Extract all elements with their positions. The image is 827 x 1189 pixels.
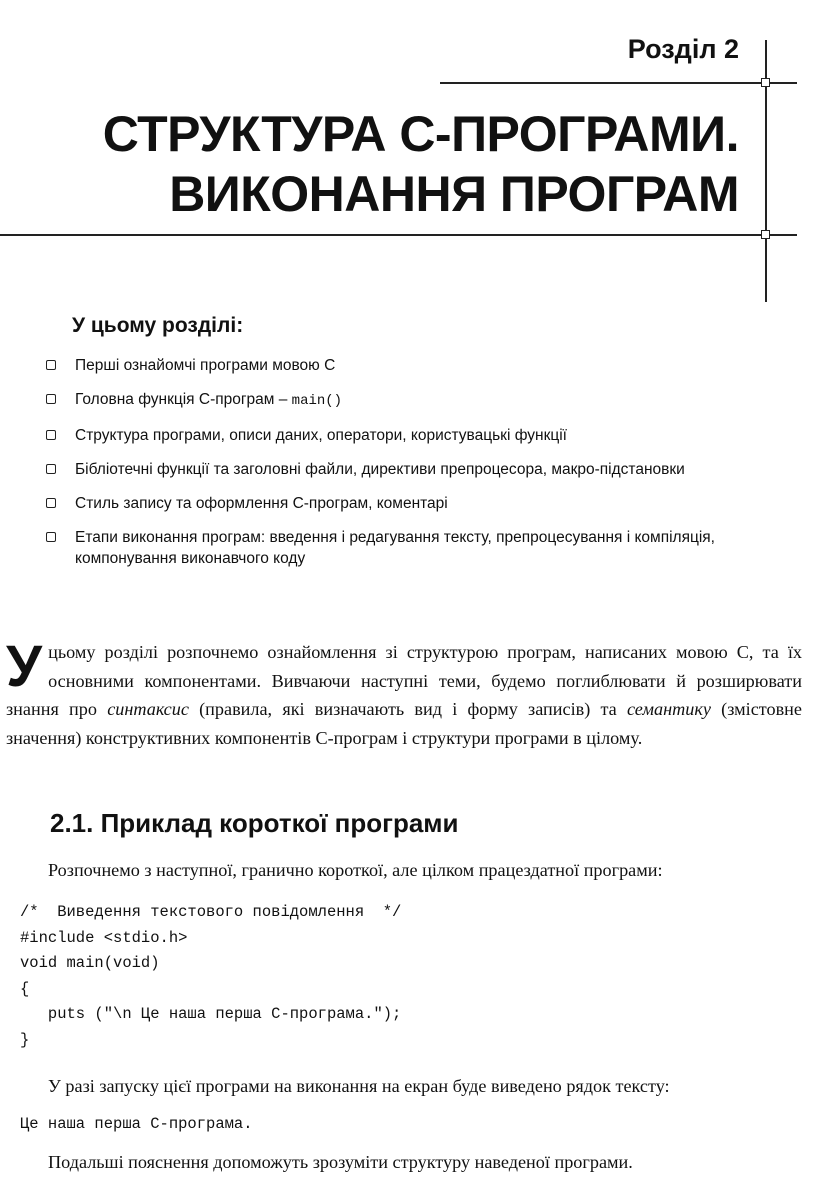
drop-cap: У <box>6 634 43 699</box>
topic-item: Етапи виконання програм: введення і редагування тексту, препроцесування і компіляція, компонування виконавчого коду <box>44 527 784 569</box>
topic-item: Стиль запису та оформлення С-програм, коментарі <box>44 493 784 514</box>
checkbox-bullet-icon <box>46 498 56 508</box>
in-chapter-heading: У цьому розділі: <box>72 314 244 337</box>
intro-paragraph: У цьому розділі розпочнемо ознайомлення зі структурою програм, написаних мовою С, та їх основними компонентами. Вивчаючи наступні теми, будемо поглиблювати й розширювати знання про синтаксис (правила, які визначають вид і форму записів) та семантику (змістовне значення) конструктивних компонентів С-програм і структури програми в цілому. <box>6 634 802 748</box>
chapter-title <box>103 104 739 224</box>
rule-node-top <box>761 78 770 87</box>
header-rule-top <box>440 82 797 84</box>
section-heading-2-1: 2.1. Приклад короткої програми <box>50 808 459 838</box>
paragraph-further-explanations: Подальші пояснення допоможуть зрозуміти структуру наведеної програми. <box>48 1152 633 1172</box>
checkbox-bullet-icon <box>46 532 56 542</box>
topic-item: Бібліотечні функції та заголовні файли, директиви препроцесора, макро-підстановки <box>44 459 784 480</box>
topic-list <box>44 355 784 582</box>
inline-code: main() <box>291 393 343 409</box>
checkbox-bullet-icon <box>46 394 56 404</box>
topic-item: Структура програми, описи даних, оператори, користувацькі функції <box>44 425 784 446</box>
rule-node-bottom <box>761 230 770 239</box>
paragraph-intro-program: Розпочнемо з наступної, гранично короткої, але цілком працездатної програми: <box>48 860 663 880</box>
chapter-label: Розділ 2 <box>627 34 739 64</box>
topic-item: Перші ознайомчі програми мовою С <box>44 355 784 376</box>
chapter-title-line-1: СТРУКТУРА С-ПРОГРАМИ. <box>102 106 739 162</box>
topic-item: Головна функція С-програм – main() <box>44 389 784 412</box>
checkbox-bullet-icon <box>46 360 56 370</box>
term-semantics: семантику <box>626 699 711 719</box>
term-syntax: синтаксис <box>107 699 189 719</box>
chapter-title-line-2: ВИКОНАННЯ ПРОГРАМ <box>169 166 739 222</box>
code-listing: /* Виведення текстового повідомлення */ #include <stdio.h> void main(void) { puts ("\n Це наша перша С-програма."); } <box>20 903 402 1049</box>
program-output: Це наша перша С-програма. <box>20 1115 253 1133</box>
checkbox-bullet-icon <box>46 464 56 474</box>
paragraph-run-result: У разі запуску цієї програми на виконання на екран буде виведено рядок тексту: <box>48 1076 670 1096</box>
checkbox-bullet-icon <box>46 430 56 440</box>
header-rule-bottom <box>0 234 797 236</box>
